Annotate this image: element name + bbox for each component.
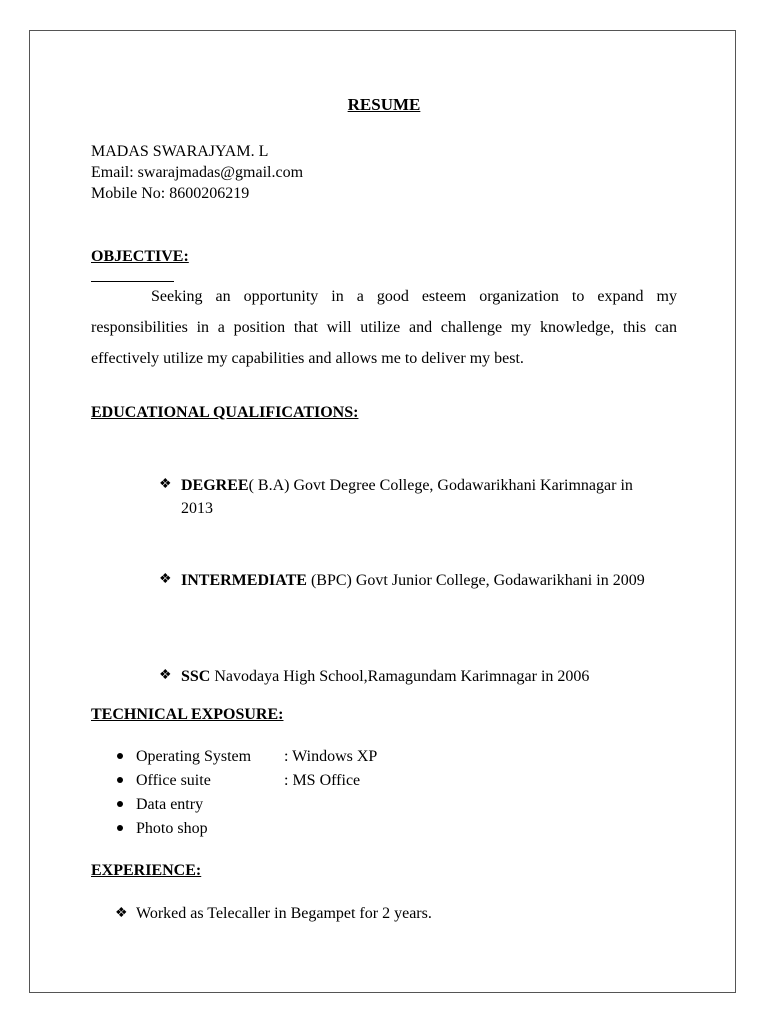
technical-item-label: Data entry: [136, 796, 204, 813]
technical-item-label: Operating System: [136, 748, 252, 765]
education-item-ssc: [181, 665, 681, 688]
education-item-title: DEGREE: [181, 477, 249, 494]
objective-heading: OBJECTIVE:: [91, 248, 189, 265]
technical-item-value: : MS Office: [284, 772, 361, 789]
objective-text: Seeking an opportunity in a good esteem organization to expand my responsibilities in a position that will utilize and challenge my knowledge, this can effectively utilize my capabilities and allows me to deliver my best.: [91, 288, 677, 367]
experience-item: Worked as Telecaller in Begampet for 2 years.: [136, 905, 432, 922]
round-bullet-icon: [117, 777, 123, 783]
education-item-detail: Navodaya High School,Ramagundam Karimnagar in 2006: [210, 668, 590, 685]
experience-heading: EXPERIENCE:: [91, 862, 202, 879]
education-item-title: INTERMEDIATE: [181, 572, 307, 589]
resume-title: RESUME: [347, 95, 421, 114]
technical-item-label: Photo shop: [136, 820, 208, 837]
diamond-bullet-icon: ❖: [159, 572, 172, 587]
education-item-intermediate: [181, 569, 666, 592]
diamond-bullet-icon: ❖: [159, 477, 172, 492]
education-item-detail: (BPC) Govt Junior College, Godawarikhani in 2009: [306, 572, 645, 589]
technical-item-label: Office suite: [136, 772, 211, 789]
candidate-name: MADAS SWARAJYAM. L: [91, 143, 269, 160]
education-heading: EDUCATIONAL QUALIFICATIONS:: [91, 404, 359, 421]
mobile-line: Mobile No: 8600206219: [91, 185, 250, 202]
technical-heading: TECHNICAL EXPOSURE:: [91, 706, 284, 723]
round-bullet-icon: [117, 825, 123, 831]
education-item-degree: [181, 474, 666, 520]
diamond-bullet-icon: ❖: [115, 906, 128, 921]
education-item-title: SSC: [181, 668, 211, 685]
technical-item-value: : Windows XP: [284, 748, 378, 765]
diamond-bullet-icon: ❖: [159, 668, 172, 683]
email-line: Email: swarajmadas@gmail.com: [91, 164, 304, 181]
round-bullet-icon: [117, 801, 123, 807]
education-item-detail: ( B.A) Govt Degree College, Godawarikhani Karimnagar in 2013: [181, 477, 633, 517]
round-bullet-icon: [117, 753, 123, 759]
